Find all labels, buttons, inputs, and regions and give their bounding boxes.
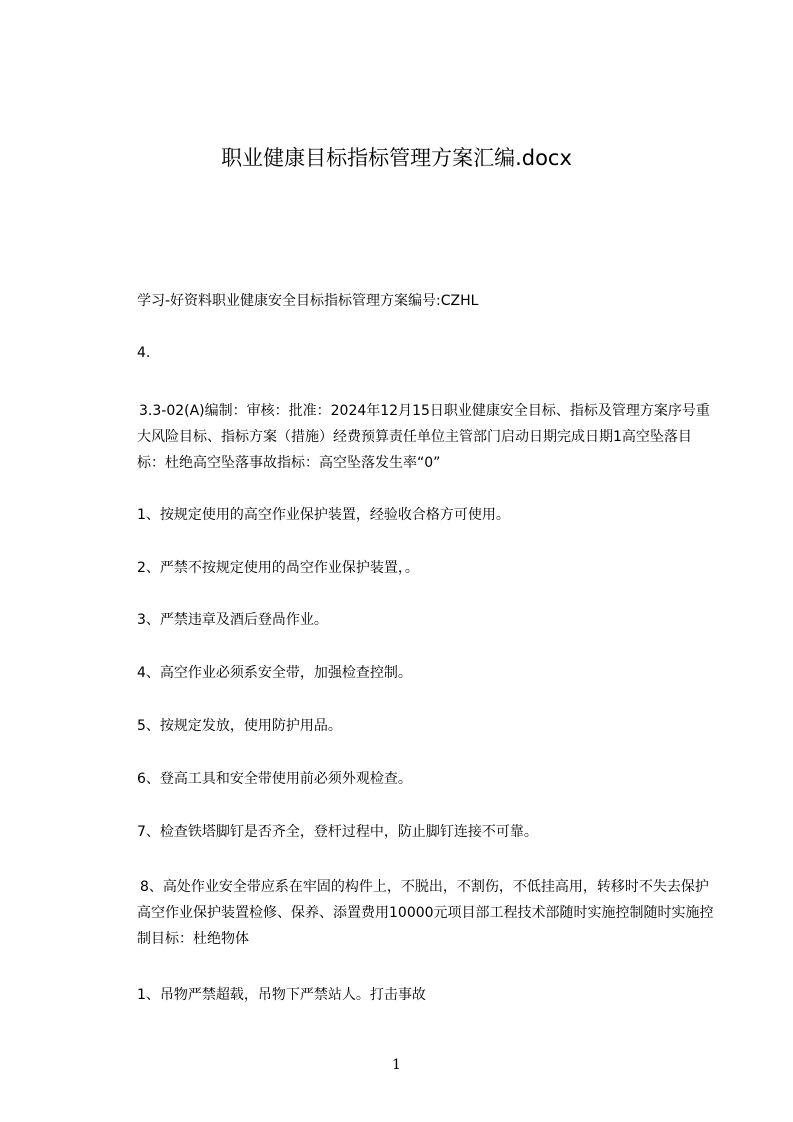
paragraph-item-7: 7、检查铁塔脚钉是否齐全，登杆过程中，防止脚钉连接不可靠。 xyxy=(137,824,538,840)
paragraph-item-1: 1、按规定使用的高空作业保护装置，经验收合格方可使用。 xyxy=(137,507,510,523)
document-title: 职业健康目标指标管理方案汇编.docx xyxy=(221,146,572,170)
paragraph-item-5: 5、按规定发放，使用防护用品。 xyxy=(137,718,342,734)
paragraph-item-4: 4、高空作业必须系安全带，加强检查控制。 xyxy=(137,665,412,681)
paragraph-header: 学习-好资料职业健康安全目标指标管理方案编号:CZHL xyxy=(137,293,479,309)
paragraph-item-8: 8、高处作业安全带应系在牢固的构件上，不脱出，不割伤，不低挂高用，转移时不失去保护高空作业保护装置检修、保养、添置费用10000元项目部工程技术部随时实施控制随时实施控制目标：杜绝物体 xyxy=(137,879,714,947)
paragraph-item-3: 3、严禁违章及酒后登咼作业。 xyxy=(137,612,328,628)
paragraph-plan-table: 3.3-02(A)编制：审核：批准：2024年12月15日职业健康安全目标、指标及管理方案序号重大风险目标、指标方案（措施）经费预算责任单位主管部门启动日期完成日期1高空坠落目标：杜绝高空坠落事故指标：高空坠落发生率“0” xyxy=(137,403,710,471)
paragraph-item-next-1: 1、吊物严禁超载，吊物下严禁站人。打击事故 xyxy=(137,987,426,1003)
paragraph-item-2: 2、严禁不按规定使用的咼空作业保护装置，。 xyxy=(137,560,419,576)
page-number: 1 xyxy=(392,1057,401,1073)
paragraph-number: 4. xyxy=(137,345,151,361)
paragraph-item-6: 6、登高工具和安全带使用前必须外观检查。 xyxy=(137,771,412,787)
